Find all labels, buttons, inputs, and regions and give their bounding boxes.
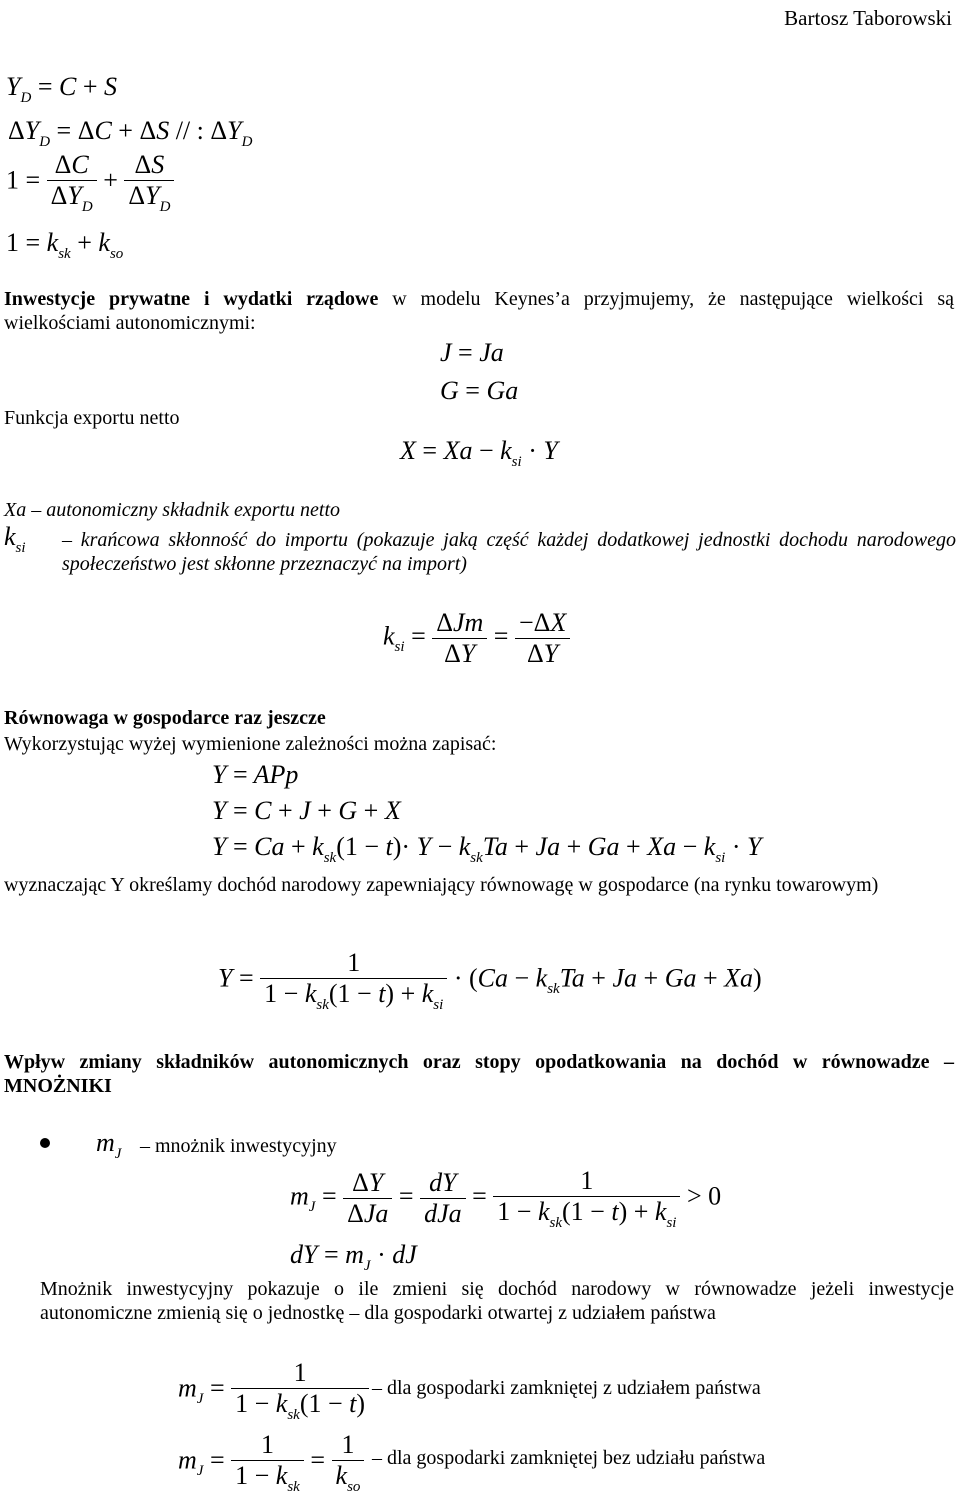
paragraph-autonomous-rest: w modelu Keynes’a przyjmujemy, że następujące wielkości są wielkościami autonomicznymi: xyxy=(4,288,954,334)
label-case-closed-gov: – dla gospodarki zamkniętej z udziałem państwa xyxy=(372,1377,761,1399)
equation-x-export: $X = Xa - k_{si} \cdot Y$ xyxy=(400,436,558,470)
paragraph-autonomous-bold: Inwestycje prywatne i wydatki rządowe xyxy=(4,288,379,310)
bullet-dot xyxy=(40,1138,50,1148)
definition-xa: Xa – autonomiczny składnik exportu netto xyxy=(4,499,341,521)
equation-j-ja: J = Ja xyxy=(440,338,504,367)
symbol-mj: $m_J$ xyxy=(96,1128,122,1162)
label-case-closed-no-gov: – dla gospodarki zamkniętej bez udziału państwa xyxy=(372,1447,766,1469)
equation-fraction-sum: 1 = $\frac{\Delta C}{\Delta Y_D}$ + $\frac{\Delta S}{\Delta Y_D}$ xyxy=(6,150,174,215)
symbol-ksi: $k_{si}$ xyxy=(4,522,26,556)
equation-y-solution: Y = $\frac{1}{1 - k_{sk}(1 - t) + k_{si}}$ · $(Ca - k_{sk}Ta + Ja + Ga + Xa)$ xyxy=(218,948,762,1013)
equation-mj-closed-gov: $m_J$ = $\frac{1}{1 - k_{sk}(1 - t)}$ xyxy=(178,1358,369,1423)
bullet-investment-multiplier: – mnożnik inwestycyjny xyxy=(140,1135,337,1157)
paragraph-determining-y: wyznaczając Y określamy dochód narodowy zapewniający równowagę w gospodarce (na rynku towarowym) xyxy=(4,874,879,896)
definition-ksi: – krańcowa skłonność do importu (pokazuje jaką część każdej dodatkowej jednostki dochodu narodowego społeczeństwo jest skłonne przeznaczyć na import) xyxy=(62,529,956,575)
equation-ksk-kso: $1 = k_{sk} + k_{so}$ xyxy=(6,228,124,262)
page-header-author: Bartosz Taborowski xyxy=(784,6,952,30)
heading-equilibrium: Równowaga w gospodarce raz jeszcze xyxy=(4,707,326,729)
equation-dy: dY = $m_J$ · dJ xyxy=(290,1240,417,1274)
equation-mj: $m_J$ = $\frac{\Delta Y}{\text{ΔJa}}$ = $\frac{dY}{\text{dJa}}$ = $\frac{1}{1 - k_{sk}(1 - t) + k_{si}}$ > 0 xyxy=(290,1166,722,1231)
equation-y-sum: Y = C + J + G + X xyxy=(212,796,401,825)
equation-y-app: Y = APp xyxy=(212,760,299,789)
equation-mj-closed-no-gov: $m_J$ = $\frac{1}{1 - k_{sk}}$ = $\frac{1}{k_{so}}$ xyxy=(178,1430,364,1495)
heading-multipliers: Wpływ zmiany składników autonomicznych oraz stopy opodatkowania na dochód w równowadze – MNOŻNIKI xyxy=(4,1051,954,1097)
text-intro-equilibrium: Wykorzystując wyżej wymienione zależności można zapisać: xyxy=(4,733,497,755)
paragraph-autonomous xyxy=(4,287,954,335)
equation-yd-sum: $Y_D = C + S$ xyxy=(6,72,117,106)
equation-ksi-fraction: $k_{si}$ = $\frac{\text{ΔJm}}{\Delta Y}$ = $\frac{-\Delta X}{\Delta Y}$ xyxy=(383,608,570,669)
equation-delta-yd: $\Delta Y_D = \Delta C + \Delta S$ // : $\Delta Y_D$ xyxy=(8,116,253,150)
paragraph-multiplier-explanation: Mnożnik inwestycyjny pokazuje o ile zmieni się dochód narodowy w równowadze jeżeli inwestycje autonomiczne zmienią się o jednostkę – dla gospodarki otwartej z udziałem państwa xyxy=(40,1278,954,1324)
bullet-label: mnożnik inwestycyjny xyxy=(155,1135,337,1157)
label-export-function: Funkcja exportu netto xyxy=(4,407,180,429)
equation-y-expanded: $Y = Ca + k_{sk}(1 - t)\cdot Y - k_{sk}Ta + Ja + Ga + Xa - k_{si} \cdot Y$ xyxy=(212,832,762,866)
equation-g-ga: G = Ga xyxy=(440,376,519,405)
